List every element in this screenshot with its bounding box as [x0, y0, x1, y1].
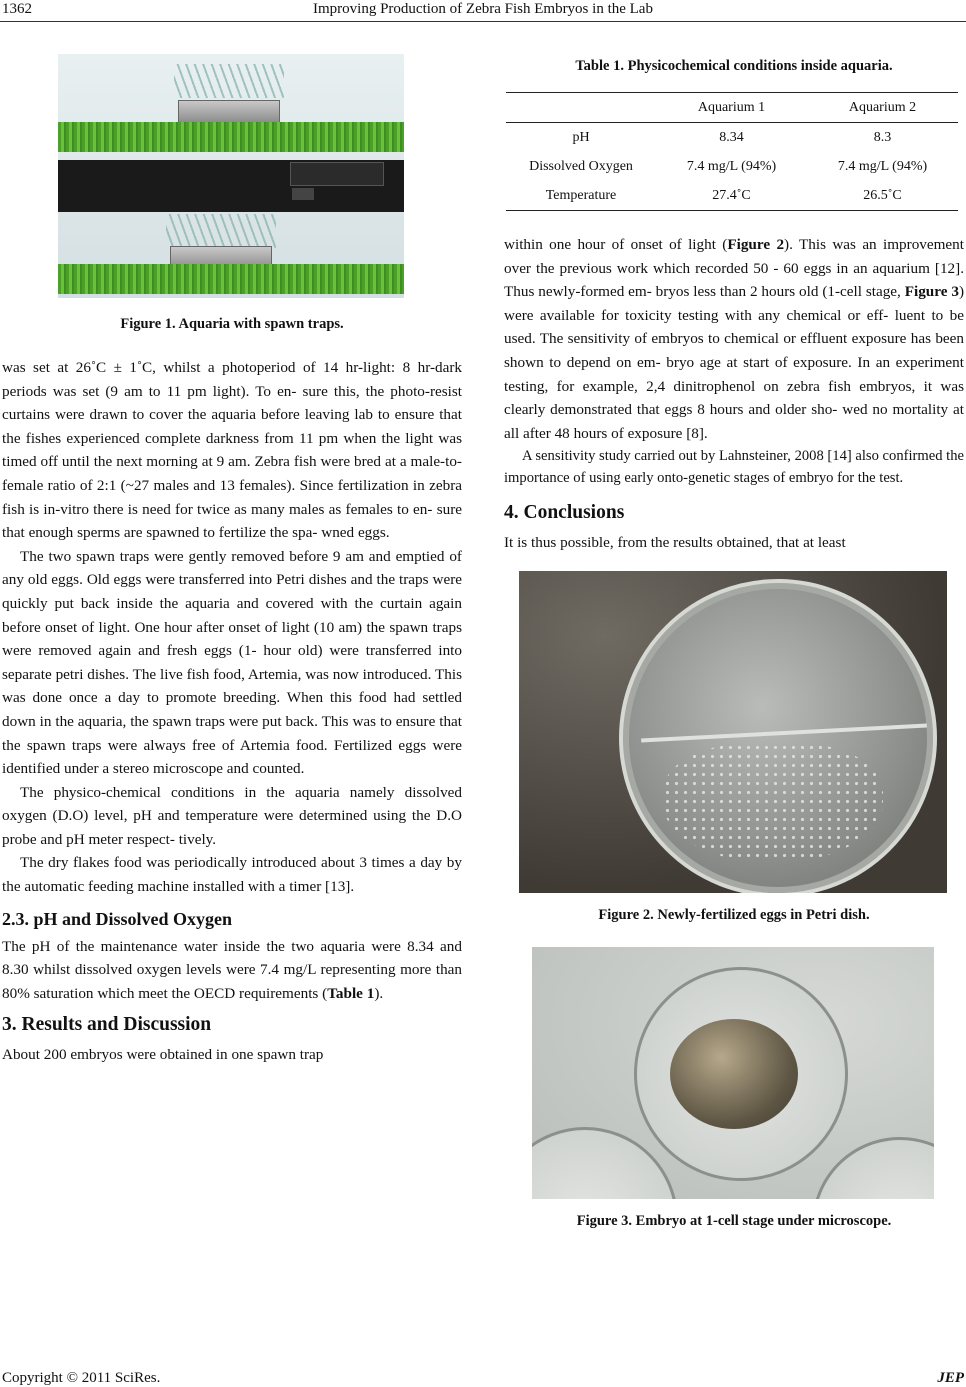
table-cell: 7.4 mg/L (94%) [837, 158, 928, 174]
paragraph: About 200 embryos were obtained in one spawn trap [2, 1046, 324, 1064]
feeder-device [292, 188, 314, 200]
figure-1 [2, 54, 462, 334]
petri-dish-photo [519, 571, 947, 893]
header-rule [0, 21, 966, 22]
table-cell: pH [572, 129, 590, 145]
left-column [2, 40, 462, 1067]
table-cell: Dissolved Oxygen [529, 158, 633, 174]
text-run: ) were available for toxicity testing with any chemical or eff- luent to be used. The sensitivity of embryos to chemical or effluent exposure has been shown to depend on em- bryo age at start of exposure. In an experiment testing, for example, 2,4 dinitrophenol on zebra fish embryos, it was clearly demonstrated that eggs 8 hours and older sho- wed no mortality at all after 48 hours of exposure [8]. [504, 283, 964, 442]
paragraph: The dry flakes food was periodically introduced about 3 times a day by the automatic feeding machine installed with a timer [13]. [2, 854, 462, 896]
paragraph: The physico-chemical conditions in the aquaria namely dissolved oxygen (D.O) level, pH and temperature were determined using the D.O probe and pH meter respect- tively. [2, 783, 462, 848]
text-run: The pH of the maintenance water inside the two aquaria were 8.34 and 8.30 whilst dissolved oxygen levels were 7.4 mg/L representing more than 80% saturation which meet the OECD requirements ( [2, 937, 462, 1002]
paragraph: A sensitivity study carried out by Lahnsteiner, 2008 [14] also confirmed the importance of using early onto-genetic stages of embryo for the test. [504, 448, 964, 487]
text-run: ). This was an improvement over the previous work which recorded 50 - 60 eggs in an aquarium [12]. Thus newly-formed em- bryos less than 2 hours old (1-cell stage, [504, 236, 964, 301]
table-1 [506, 92, 958, 211]
table-cell: 7.4 mg/L (94%) [686, 158, 777, 174]
paragraph: The two spawn traps were gently removed before 9 am and emptied of any old eggs. Old eggs were transferred into Petri dishes and the traps were quickly put back inside the aquaria and covered with the curtain again before onset of light. One hour after onset of light (10 am) the spawn traps were removed again and fresh eggs (1- hour old) were transferred into separate petri dishes. The live fish food, Artemia, was now introduced. This was done once a day to promote breeding. When this food had settled down in the aquaria, the spawn traps were put back. This was to ensure that the spawn traps were always free of Artemia food. Fertilized eggs were identified under a stereo microscope and counted. [2, 547, 462, 778]
table-row [506, 181, 958, 211]
table-row [506, 123, 958, 153]
table-cell: 8.34 [719, 129, 744, 145]
running-header [0, 0, 966, 24]
table-reference: Table 1 [327, 984, 375, 1002]
table-header-cell [506, 93, 656, 123]
artificial-grass-upper [58, 122, 404, 152]
table-cell: 27.4˚C [712, 187, 751, 203]
text-run: ). [374, 984, 384, 1002]
plant-leaves-lower [166, 214, 276, 248]
table-cell: Temperature [545, 187, 617, 203]
timer-device [290, 162, 384, 186]
fertilized-eggs [663, 743, 883, 863]
journal-abbrev: JEP [937, 1370, 964, 1386]
dish-divider [641, 723, 927, 742]
figure-3-caption: Figure 3. Embryo at 1-cell stage under microscope. [576, 1212, 892, 1229]
table-header-cell: Aquarium 1 [697, 99, 766, 115]
section-heading-4: 4. Conclusions [504, 502, 625, 524]
table-header-row [506, 93, 958, 123]
artificial-grass-lower [58, 264, 404, 294]
plant-leaves-upper [174, 64, 284, 98]
figure-3 [504, 947, 964, 1231]
table-header-cell: Aquarium 2 [848, 99, 917, 115]
figure-1-caption: Figure 1. Aquaria with spawn traps. [120, 316, 344, 332]
petri-dish [619, 579, 937, 893]
figure-2 [504, 571, 964, 925]
paragraph [2, 935, 462, 1006]
page-footer [2, 1370, 964, 1387]
table-cell: 26.5˚C [863, 187, 902, 203]
embryo-cell [670, 1019, 798, 1129]
running-title: Improving Production of Zebra Fish Embryos in the Lab [313, 1, 653, 17]
section-heading-3: 3. Results and Discussion [2, 1014, 212, 1036]
neighbor-egg [812, 1137, 934, 1199]
aquaria-photo [58, 54, 404, 298]
paragraph: It is thus possible, from the results obtained, that at least [504, 534, 846, 552]
page-number: 1362 [2, 1, 32, 17]
spawn-trap-upper [178, 100, 280, 124]
figure-reference: Figure 3 [904, 283, 959, 301]
right-column [504, 40, 964, 1231]
text-run: within one hour of onset of light ( [504, 236, 728, 253]
copyright-notice: Copyright © 2011 SciRes. [2, 1370, 161, 1386]
table-row [506, 152, 958, 181]
figure-reference: Figure 2 [727, 236, 785, 253]
figure-2-caption: Figure 2. Newly-fertilized eggs in Petri dish. [598, 906, 870, 923]
embryo-photo [532, 947, 934, 1199]
paragraph: was set at 26˚C ± 1˚C, whilst a photoperiod of 14 hr-light: 8 hr-dark periods was set (9 am to 11 pm light). To en- sure this, the photo-resist curtains were drawn to cover the aquaria before leaving lab to ensure that the fishes experienced complete darkness from 11 pm when the light was timed off until the next morning at 9 am. Zebra fish were bred at a male-to-female ratio of 2:1 (~27 males and 13 females). Since fertilization in zebra fish is in-vitro there is need for twice as many males as females to en- sure that enough sperms are spawned to fertilize the spa- wned eggs. [2, 359, 462, 542]
section-heading-2-3: 2.3. pH and Dissolved Oxygen [2, 908, 233, 929]
table-cell: 8.3 [873, 129, 892, 145]
paragraph [504, 233, 964, 445]
table-1-caption: Table 1. Physicochemical conditions inside aquaria. [575, 58, 893, 74]
